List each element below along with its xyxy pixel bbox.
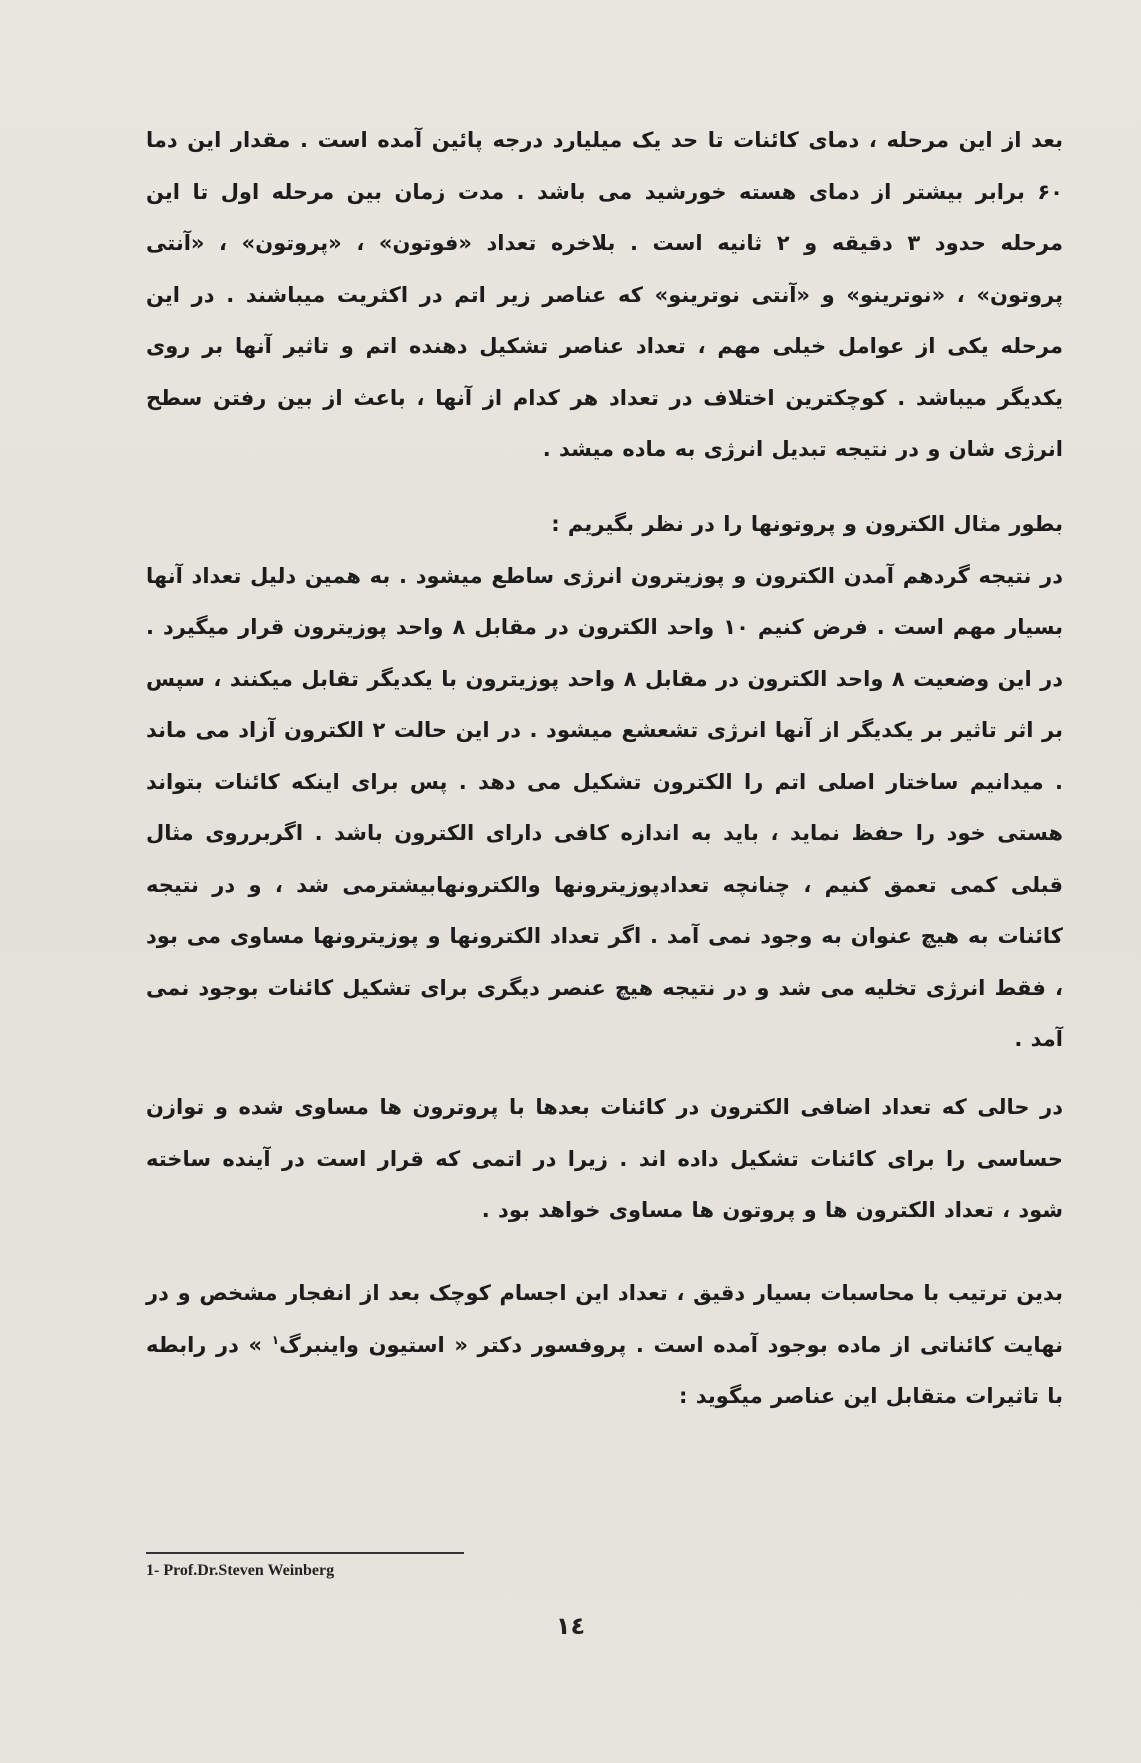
paragraph-text <box>146 1268 1063 1423</box>
paragraph-text: بعد از این مرحله ، دمای کائنات تا حد یک میلیارد درجه پائین آمده است . مقدار این دما ۶۰ برابر بیشتر از دمای هسته خورشید می باشد . مدت زمان بین مرحله اول تا این مرحله حدود ۳ دقیقه و ۲ ثانیه است . بلاخره تعداد «فوتون» ، «پروتون» ، «آنتی پروتون» ، «نوترینو» و «آنتی نوترینو» که عناصر زیر اتم در اکثریت میباشند . در این مرحله یکی از عوامل خیلی مهم ، تعداد عناصر تشکیل دهنده اتم و تاثیر آنها بر روی یکدیگر میباشد . کوچکترین اختلاف در تعداد هر کدام از آنها ، باعث از بین رفتن سطح انرژی شان و در نتیجه تبدیل انرژی به ماده میشد . <box>146 128 1063 461</box>
footnote-reference: ۱ <box>271 1332 280 1347</box>
page-number: ١٤ <box>555 1612 586 1640</box>
footnote-text: 1- Prof.Dr.Steven Weinberg <box>146 1562 335 1579</box>
paragraph-cosmic-temperature <box>146 115 1063 476</box>
paragraph-electron-example <box>146 499 1063 1066</box>
paragraph-text: در نتیجه گردهم آمدن الکترون و پوزیترون انرژی ساطع میشود . به همین دلیل تعداد آنها بسیار مهم است . فرض کنیم ۱۰ واحد الکترون در مقابل ۸ واحد پوزیترون قرار میگیرد . در این وضعیت ۸ واحد الکترون در مقابل ۸ واحد پوزیترون با یکدیگر تقابل میکنند ، سپس بر اثر تاثیر بر یکدیگر از آنها انرژی تشعشع میشود . در این حالت ۲ الکترون آزاد می ماند . میدانیم ساختار اصلی اتم را الکترون تشکیل می دهد . پس برای اینکه کائنات بتواند هستی خود را حفظ نماید ، باید به اندازه کافی دارای الکترون باشد . اگربرروی مثال قبلی کمی تعمق کنیم ، چنانچه تعدادپوزیترونها والکترونهابیشترمی شد ، و در نتیجه کائنات به هیچ عنوان به وجود نمی آمد . اگر تعداد الکترونها و پوزیترونها مساوی می بود ، فقط انرژی تخلیه می شد و در نتیجه هیچ عنصر دیگری برای تشکیل کائنات بوجود نمی آمد . <box>146 563 1063 1051</box>
paragraph-text-after-ref: » در رابطه با تاثیرات متقابل این عناصر میگوید : <box>146 1332 1063 1408</box>
paragraph-balance <box>146 1082 1063 1237</box>
paragraph-weinberg-quote <box>146 1268 1063 1423</box>
paragraph-text-before-ref: بدین ترتیب با محاسبات بسیار دقیق ، تعداد این اجسام کوچک بعد از انفجار مشخص و در نهایت کائناتی از ماده بوجود آمده است . پروفسور دکتر « استیون واینبرگ <box>146 1281 1063 1357</box>
footnote-divider <box>146 1552 464 1554</box>
paragraph-text: در حالی که تعداد اضافی الکترون در کائنات بعدها با پروترون ها مساوی شده و توازن حساسی را برای کائنات تشکیل داده اند . زیرا در اتمی که قرار است در آینده ساخته شود ، تعداد الکترون ها و پروتون ها مساوی خواهد بود . <box>146 1095 1063 1222</box>
example-heading: بطور مثال الکترون و پروتونها را در نظر بگیریم : <box>551 512 1063 536</box>
